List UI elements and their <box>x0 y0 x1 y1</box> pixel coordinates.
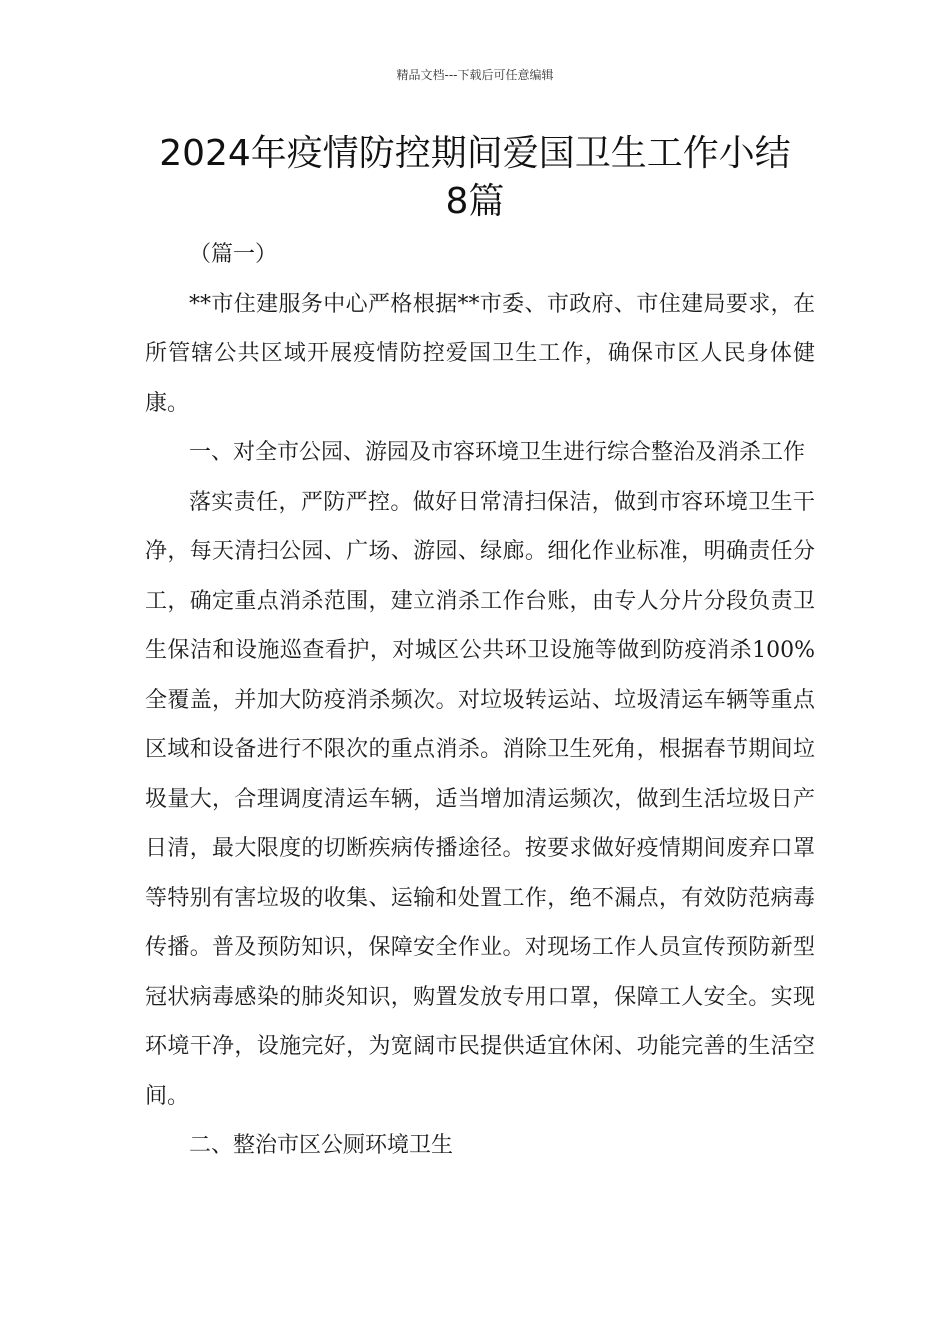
title-line-1: 2024年疫情防控期间爱国卫生工作小结 <box>159 133 791 174</box>
section-1-heading: 一、对全市公园、游园及市容环境卫生进行综合整治及消杀工作 <box>189 440 806 465</box>
section-2-heading: 二、整治市区公厕环境卫生 <box>189 1133 454 1158</box>
document-body <box>145 230 815 1171</box>
document-title <box>120 130 830 226</box>
header-note: 精品文档---下载后可任意编辑 <box>396 68 554 82</box>
title-line-2: 8篇 <box>445 181 505 222</box>
section-1-paragraph: 落实责任，严防严控。做好日常清扫保洁，做到市容环境卫生干净，每天清扫公园、广场、游园、绿廊。细化作业标准，明确责任分工，确定重点消杀范围，建立消杀工作台账，由专人分片分段负责卫生保洁和设施巡查看护，对城区公共环卫设施等做到防疫消杀100%全覆盖，并加大防疫消杀频次。对垃圾转运站、垃圾清运车辆等重点区域和设备进行不限次的重点消杀。消除卫生死角，根据春节期间垃圾量大，合理调度清运车辆，适当增加清运频次，做到生活垃圾日产日清，最大限度的切断疾病传播途径。按要求做好疫情期间废弃口罩等特别有害垃圾的收集、运输和处置工作，绝不漏点，有效防范病毒传播。普及预防知识，保障安全作业。对现场工作人员宣传预防新型冠状病毒感染的肺炎知识，购置发放专用口罩，保障工人安全。实现环境干净，设施完好，为宽阔市民提供适宜休闲、功能完善的生活空间。 <box>145 489 815 1109</box>
intro-paragraph: **市住建服务中心严格根据**市委、市政府、市住建局要求，在所管辖公共区域开展疫情防控爱国卫生工作，确保市区人民身体健康。 <box>145 291 815 416</box>
part-label: （篇一） <box>189 242 278 267</box>
